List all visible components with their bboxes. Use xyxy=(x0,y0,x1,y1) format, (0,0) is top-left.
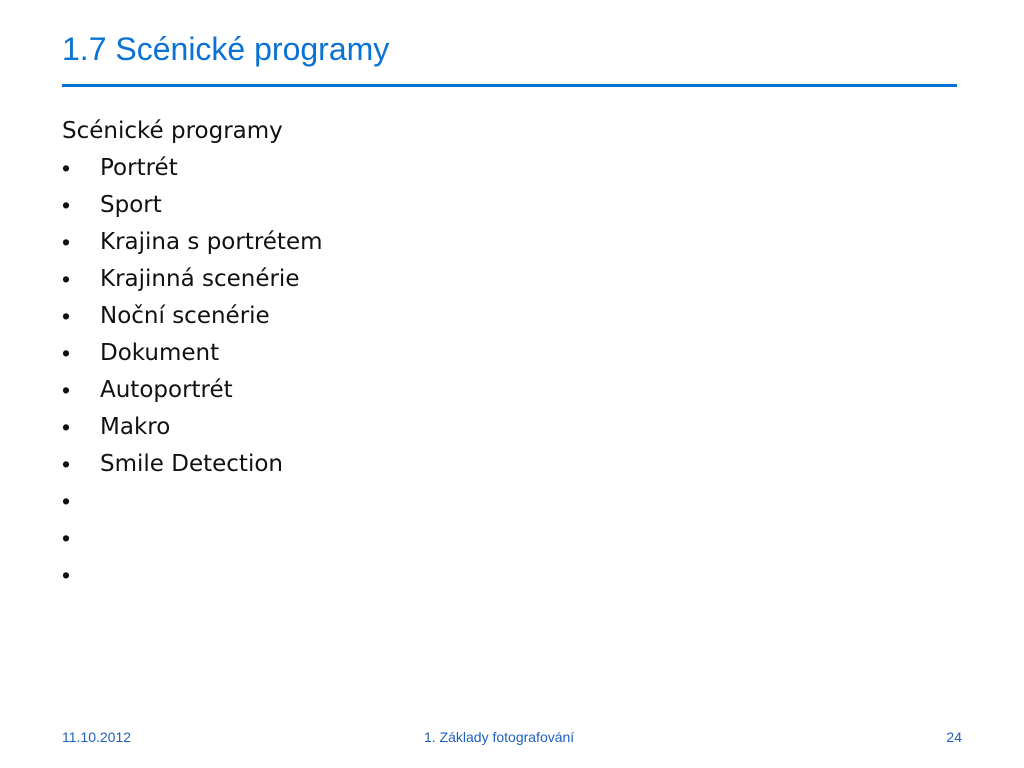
bullet-icon: • xyxy=(62,155,71,181)
list-item-text: Smile Detection xyxy=(100,451,283,477)
list-item xyxy=(62,224,942,261)
slide-title: 1.7 Scénické programy xyxy=(62,31,390,67)
bullet-icon: • xyxy=(62,414,71,440)
footer-date: 11.10.2012 xyxy=(62,729,132,745)
list-item-text: Krajina s portrétem xyxy=(100,229,323,255)
slide-content xyxy=(62,113,942,594)
list-item xyxy=(62,409,942,446)
list-item-text: Makro xyxy=(100,414,171,440)
list-item xyxy=(62,187,942,224)
bullet-icon: • xyxy=(62,303,71,329)
bullet-list xyxy=(62,150,942,594)
list-item-text: Sport xyxy=(100,192,162,218)
bullet-icon: • xyxy=(62,525,71,551)
list-item-text: Autoportrét xyxy=(100,377,233,403)
bullet-icon: • xyxy=(62,340,71,366)
title-divider xyxy=(62,84,957,87)
list-item-empty xyxy=(62,520,942,557)
list-item xyxy=(62,261,942,298)
page-number: 24 xyxy=(946,729,962,745)
list-item-empty xyxy=(62,557,942,594)
list-item-text: Krajinná scenérie xyxy=(100,266,300,292)
list-item xyxy=(62,150,942,187)
bullet-icon: • xyxy=(62,451,71,477)
bullet-icon: • xyxy=(62,192,71,218)
list-item xyxy=(62,372,942,409)
list-item-text: Portrét xyxy=(100,155,178,181)
list-item-text: Noční scenérie xyxy=(100,303,270,329)
list-item-text: Dokument xyxy=(100,340,220,366)
list-item xyxy=(62,335,942,372)
list-item xyxy=(62,446,942,483)
bullet-icon: • xyxy=(62,377,71,403)
bullet-icon: • xyxy=(62,266,71,292)
content-heading: Scénické programy xyxy=(62,118,283,144)
bullet-icon: • xyxy=(62,562,71,588)
bullet-icon: • xyxy=(62,488,71,514)
list-item xyxy=(62,298,942,335)
list-item-empty xyxy=(62,483,942,520)
bullet-icon: • xyxy=(62,229,71,255)
footer-title: 1. Základy fotografování xyxy=(424,729,575,745)
